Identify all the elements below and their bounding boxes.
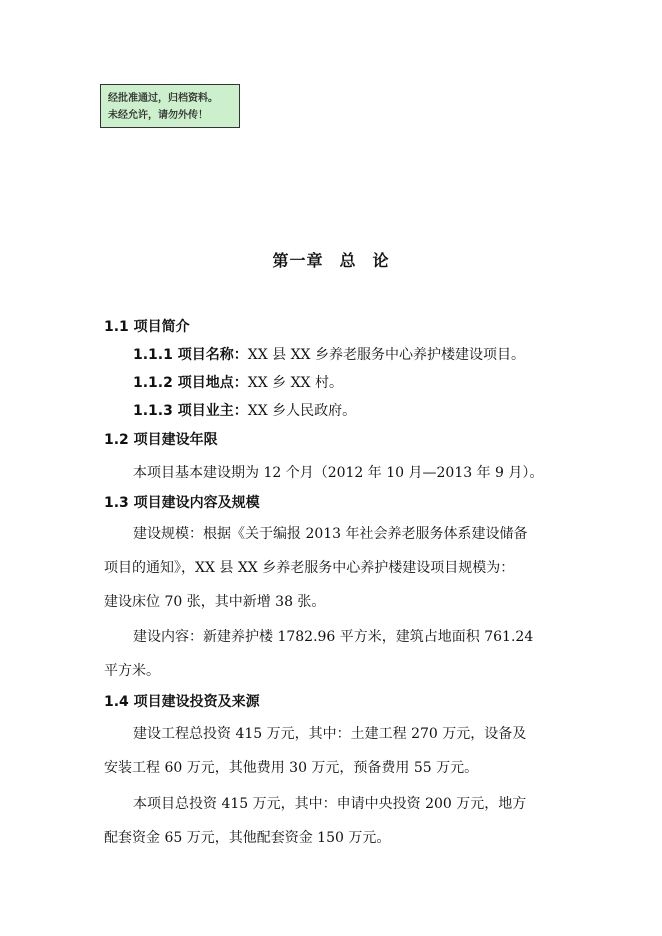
section-1-4-heading: 1.4 项目建设投资及来源 [104, 694, 260, 710]
paragraph-scale-line-3: 建设床位 70 张，其中新增 38 张。 [104, 594, 326, 610]
paragraph-funding-line-1: 本项目总投资 415 万元，其中：申请中央投资 200 万元，地方 [133, 796, 527, 812]
paragraph-content-line-1: 建设内容：新建养护楼 1782.96 平方米，建筑占地面积 761.24 [133, 629, 534, 645]
section-1-2-heading: 1.2 项目建设年限 [104, 432, 218, 448]
stamp-line-1: 经批准通过，归档资料。 [108, 93, 218, 104]
item-1-1-1 [133, 345, 525, 365]
chapter-title [0, 248, 662, 271]
paragraph-scale-line-1: 建设规模：根据《关于编报 2013 年社会养老服务体系建设储备 [133, 526, 528, 542]
stamp-line-2: 未经允许，请勿外传！ [108, 110, 208, 121]
item-1-1-3 [133, 401, 356, 421]
section-1-1-heading: 1.1 项目简介 [104, 319, 190, 335]
approval-stamp [100, 84, 240, 128]
item-value: XX 县 XX 乡养老服务中心养护楼建设项目。 [247, 347, 525, 363]
paragraph-investment-line-1: 建设工程总投资 415 万元，其中：土建工程 270 万元，设备及 [133, 726, 527, 742]
item-label: 1.1.2 项目地点： [133, 375, 248, 391]
paragraph-investment-line-2: 安装工程 60 万元，其他费用 30 万元，预备费用 55 万元。 [104, 760, 479, 776]
chapter-number: 第一章 [272, 251, 324, 270]
paragraph-scale-line-2: 项目的通知》，XX 县 XX 乡养老服务中心养护楼建设项目规模为： [104, 560, 515, 576]
chapter-word-1: 总 [339, 251, 357, 270]
item-value: XX 乡人民政府。 [247, 403, 357, 419]
item-1-1-2 [133, 373, 343, 393]
chapter-word-2: 论 [372, 251, 390, 270]
item-label: 1.1.3 项目业主： [133, 403, 248, 419]
paragraph-content-line-2: 平方米。 [104, 663, 160, 679]
paragraph-funding-line-2: 配套资金 65 万元，其他配套资金 150 万元。 [104, 830, 391, 846]
paragraph-construction-period: 本项目基本建设期为 12 个月（2012 年 10 月—2013 年 9 月）。 [133, 465, 544, 481]
item-label: 1.1.1 项目名称： [133, 347, 248, 363]
section-1-3-heading: 1.3 项目建设内容及规模 [104, 495, 260, 511]
item-value: XX 乡 XX 村。 [247, 375, 343, 391]
